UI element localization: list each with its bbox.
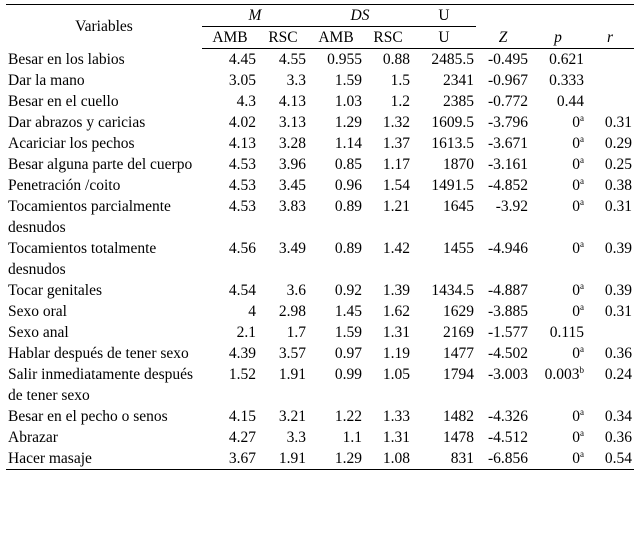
cell-ds-amb: 0.955 [327,51,363,68]
table-row [6,343,634,364]
header-group-u: U [412,5,476,27]
p-value: 0.003 [544,366,580,383]
cell-z: -4.852 [487,177,529,194]
cell-m-amb: 1.52 [228,366,256,383]
cell-u: 2485.5 [431,51,475,68]
p-footnote-marker: a [580,134,585,144]
p-value: 0.621 [549,51,585,68]
cell-z: -6.856 [476,448,530,470]
cell-r: 0.38 [604,177,633,194]
cell-z: -3.003 [487,366,529,383]
p-footnote-marker: b [579,365,585,375]
cell-z: -0.772 [487,93,529,110]
p-footnote-marker: a [580,239,585,249]
cell-u: 1482 [443,408,475,425]
cell-ds-amb: 1.14 [334,135,363,152]
col-header-z: Z [476,27,530,49]
p-footnote-marker: a [580,176,585,186]
cell-m-amb: 4.27 [228,429,256,446]
cell-ds-rsc: 1.54 [382,177,411,194]
cell-r [586,49,634,71]
header-blank [586,5,634,27]
p-value: 0 [572,198,581,215]
cell-m-amb: 4.3 [236,93,256,110]
table-row [6,322,634,343]
cell-m-rsc: 1.91 [258,448,308,470]
cell-m-amb: 4.54 [228,282,256,299]
cell-u: 1609.5 [431,114,475,131]
header-row-groups [6,5,634,27]
cell-variable: Tocamientos parcialmente desnudos [8,198,171,236]
cell-m-rsc: 1.7 [286,324,307,341]
cell-ds-rsc: 1.5 [390,72,411,89]
cell-m-rsc: 3.3 [286,72,307,89]
cell-ds-amb: 1.59 [334,72,363,89]
header-blank [476,5,530,27]
cell-variable: Besar en los labios [8,50,125,68]
cell-p [530,364,586,406]
cell-p [530,238,586,280]
cell-ds-rsc: 1.17 [382,156,411,173]
table-row [6,427,634,448]
cell-ds-rsc: 1.31 [382,324,411,341]
p-footnote-marker: a [580,113,585,123]
cell-m-amb: 4.15 [228,408,256,425]
cell-u: 2341 [443,72,475,89]
cell-z: -4.502 [487,345,529,362]
cell-variable: Acariciar los pechos [8,135,135,152]
cell-m-rsc: 3.83 [278,198,307,215]
cell-m-rsc: 3.28 [278,135,307,152]
cell-m-amb: 4.53 [228,156,256,173]
cell-z: -3.671 [487,135,529,152]
p-footnote-marker: a [580,281,585,291]
cell-p [530,175,586,196]
header-group-m: M [202,5,308,27]
cell-p [530,112,586,133]
cell-z: -3.92 [495,198,529,215]
cell-variable: Dar la mano [8,72,85,89]
table-row [6,175,634,196]
cell-m-rsc: 2.98 [278,303,307,320]
cell-r [586,91,634,112]
cell-p [530,448,586,470]
table-row [6,49,634,71]
cell-u: 2385 [443,93,475,110]
table-row [6,238,634,280]
cell-u: 1455 [443,240,475,257]
cell-ds-amb: 0.92 [334,282,363,299]
cell-m-amb: 3.05 [228,72,256,89]
p-value: 0.115 [549,324,585,341]
cell-r [586,322,634,343]
cell-m-rsc: 3.21 [278,408,307,425]
p-value: 0 [572,303,581,320]
cell-z: -0.967 [487,72,529,89]
cell-m-rsc: 3.96 [278,156,307,173]
cell-r: 0.29 [604,135,633,152]
cell-p [530,427,586,448]
cell-m-rsc: 4.13 [278,93,307,110]
cell-u: 1434.5 [431,282,475,299]
table-row [6,196,634,238]
cell-z: -3.796 [487,114,529,131]
cell-z: -4.946 [487,240,529,257]
cell-m-rsc: 1.91 [278,366,307,383]
cell-ds-rsc: 1.05 [382,366,411,383]
p-footnote-marker: a [580,197,585,207]
cell-z: -0.495 [487,51,529,68]
table-row [6,280,634,301]
header-blank [530,5,586,27]
col-header-m-amb: AMB [202,27,258,49]
cell-m-amb: 4.56 [228,240,256,257]
table-row [6,133,634,154]
cell-m-amb: 4.13 [228,135,256,152]
cell-variable: Abrazar [8,429,58,446]
cell-r: 0.25 [604,156,633,173]
cell-p [530,406,586,427]
cell-r: 0.34 [604,408,633,425]
cell-ds-amb: 0.99 [334,366,363,383]
p-value: 0.333 [549,72,585,89]
cell-variable: Besar en el cuello [8,93,119,110]
cell-r: 0.31 [604,114,633,131]
cell-u: 1477 [443,345,475,362]
cell-p [530,91,586,112]
cell-ds-amb: 0.89 [334,240,363,257]
cell-r: 0.31 [604,198,633,215]
cell-variable: Penetración /coito [8,177,121,194]
cell-p [530,343,586,364]
cell-z: -3.161 [487,156,529,173]
cell-variable: Tocamientos totalmente desnudos [8,240,157,278]
cell-m-rsc: 3.57 [278,345,307,362]
table-row [6,448,634,470]
p-value: 0 [572,240,581,257]
p-value: 0 [572,177,581,194]
cell-m-rsc: 3.49 [278,240,307,257]
cell-m-amb: 2.1 [236,324,256,341]
cell-u: 1491.5 [431,177,475,194]
cell-ds-amb: 1.29 [308,448,364,470]
col-header-m-rsc: RSC [258,27,308,49]
table-body [6,49,634,470]
cell-m-amb: 4.53 [228,198,256,215]
cell-m-amb: 3.67 [202,448,258,470]
cell-ds-rsc: 1.31 [382,429,411,446]
cell-p [530,154,586,175]
cell-z: -1.577 [487,324,529,341]
cell-u: 1794 [443,366,475,383]
p-value: 0 [572,429,581,446]
table-row [6,91,634,112]
cell-p [530,49,586,71]
cell-u: 831 [412,448,476,470]
cell-ds-amb: 0.89 [334,198,363,215]
cell-variable: Besar alguna parte del cuerpo [8,156,193,173]
cell-ds-rsc: 1.33 [382,408,411,425]
cell-p [530,280,586,301]
cell-r [586,70,634,91]
cell-r: 0.36 [604,345,633,362]
cell-variable: Dar abrazos y caricias [8,114,146,131]
cell-m-amb: 4.02 [228,114,256,131]
cell-ds-amb: 1.29 [334,114,363,131]
cell-m-rsc: 3.6 [286,282,307,299]
cell-ds-rsc: 1.21 [382,198,411,215]
cell-variable: Tocar genitales [8,282,103,299]
cell-ds-amb: 0.97 [334,345,363,362]
table-row [6,364,634,406]
p-value: 0 [572,114,581,131]
cell-variable: Hacer masaje [6,448,202,470]
p-footnote-marker: a [580,155,585,165]
p-value: 0.44 [556,93,585,110]
header-group-ds: DS [308,5,412,27]
cell-ds-rsc: 1.19 [382,345,411,362]
cell-ds-rsc: 0.88 [382,51,411,68]
cell-r: 0.39 [604,282,633,299]
cell-r: 0.39 [604,240,633,257]
cell-z: -4.326 [487,408,529,425]
cell-m-rsc: 4.55 [278,51,307,68]
p-footnote-marker: a [580,449,585,459]
cell-variable: Besar en el pecho o senos [8,408,168,425]
cell-ds-amb: 1.45 [334,303,363,320]
cell-ds-rsc: 1.42 [382,240,411,257]
p-value: 0 [572,450,581,467]
cell-p [530,70,586,91]
table-row [6,301,634,322]
cell-m-rsc: 3.45 [278,177,307,194]
table-row [6,406,634,427]
p-value: 0 [572,135,581,152]
cell-u: 2169 [443,324,475,341]
cell-u: 1478 [443,429,475,446]
cell-variable: Sexo oral [8,303,67,320]
col-header-ds-rsc: RSC [364,27,412,49]
cell-m-rsc: 3.13 [278,114,307,131]
results-table [6,4,634,470]
cell-ds-rsc: 1.37 [382,135,411,152]
cell-u: 1645 [443,198,475,215]
cell-ds-rsc: 1.32 [382,114,411,131]
cell-p [530,301,586,322]
cell-m-amb: 4.39 [228,345,256,362]
cell-u: 1613.5 [431,135,475,152]
cell-p [530,322,586,343]
p-footnote-marker: a [580,302,585,312]
cell-variable: Salir inmediatamente después de tener sexo [8,366,194,404]
cell-z: -4.887 [487,282,529,299]
cell-m-amb: 4 [248,303,256,320]
cell-ds-amb: 0.85 [334,156,363,173]
table-row [6,70,634,91]
cell-ds-rsc: 1.62 [382,303,411,320]
p-value: 0 [572,408,581,425]
cell-p [530,196,586,238]
cell-ds-amb: 0.96 [334,177,363,194]
cell-u: 1870 [443,156,475,173]
col-header-p: p [530,27,586,49]
table-row [6,112,634,133]
p-footnote-marker: a [580,407,585,417]
cell-ds-amb: 1.03 [334,93,363,110]
cell-m-rsc: 3.3 [286,429,307,446]
cell-r: 0.24 [604,366,633,383]
cell-m-amb: 4.53 [228,177,256,194]
col-header-u: U [412,27,476,49]
p-footnote-marker: a [580,344,585,354]
cell-r: 0.31 [604,303,633,320]
cell-ds-rsc: 1.39 [382,282,411,299]
p-footnote-marker: a [580,428,585,438]
cell-r: 0.54 [586,448,634,470]
header-variables: Variables [75,18,133,36]
cell-m-amb: 4.45 [228,51,256,68]
cell-ds-amb: 1.1 [342,429,363,446]
cell-ds-amb: 1.59 [334,324,363,341]
cell-z: -4.512 [487,429,529,446]
p-value: 0 [572,282,581,299]
cell-p [530,133,586,154]
col-header-r: r [586,27,634,49]
p-value: 0 [572,345,581,362]
cell-z: -3.885 [487,303,529,320]
cell-ds-rsc: 1.2 [390,93,411,110]
cell-variable: Sexo anal [8,324,69,341]
cell-ds-amb: 1.22 [334,408,363,425]
cell-ds-rsc: 1.08 [364,448,412,470]
cell-variable: Hablar después de tener sexo [8,345,189,362]
col-header-ds-amb: AMB [308,27,364,49]
p-value: 0 [572,156,581,173]
table-row [6,154,634,175]
cell-r: 0.36 [604,429,633,446]
cell-u: 1629 [443,303,475,320]
